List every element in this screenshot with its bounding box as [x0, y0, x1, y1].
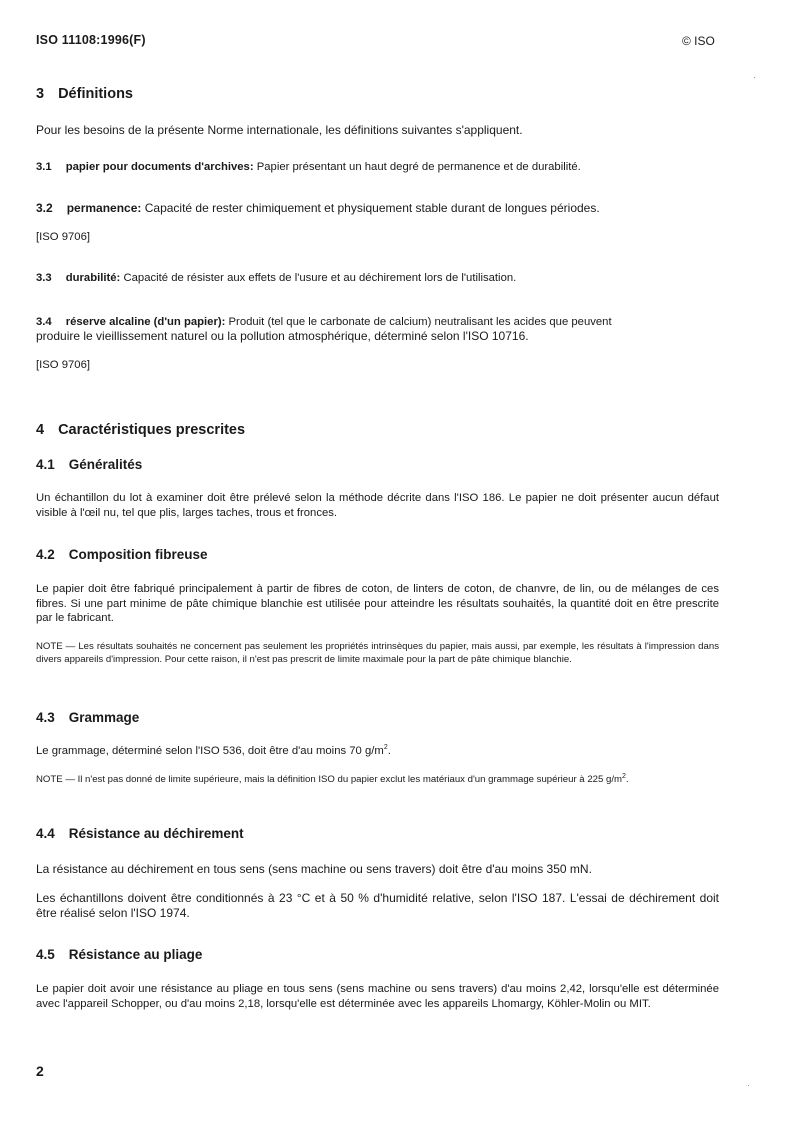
- subsection-title: Composition fibreuse: [68, 547, 208, 562]
- definition-3-2-reference: [ISO 9706]: [36, 231, 91, 243]
- subsection-number: 4.5: [36, 947, 55, 962]
- scan-speck: [754, 77, 755, 78]
- definition-3-1: [36, 160, 719, 175]
- definition-term: papier pour documents d'archives:: [65, 161, 254, 173]
- subsection-title: Résistance au déchirement: [68, 826, 244, 841]
- section-4-heading: [36, 422, 245, 438]
- page-number: 2: [36, 1063, 44, 1079]
- grammage-text: Le grammage, déterminé selon l'ISO 536, doit être d'au moins 70 g/m: [36, 745, 384, 757]
- definition-number: 3.2: [36, 201, 53, 215]
- definition-number: 3.3: [36, 272, 52, 284]
- subsection-number: 4.1: [36, 457, 55, 472]
- sentence-end: .: [387, 745, 391, 757]
- unit-superscript: 2: [621, 772, 626, 780]
- section-number: 4: [36, 422, 45, 438]
- definition-term: réserve alcaline (d'un papier):: [65, 316, 226, 328]
- grammage-note-text: NOTE — Il n'est pas donné de limite supérieure, mais la définition ISO du papier exclut les matériaux d'un grammage supérieur à 225 g/m: [36, 774, 622, 785]
- subsection-4-1-heading: [36, 457, 142, 472]
- subsection-number: 4.4: [36, 826, 55, 841]
- subsection-4-2-note: NOTE — Les résultats souhaités ne concernent pas seulement les propriétés intrinsèques du papier, mais aussi, par exemple, les résultats à l'impression dans divers appareils d'impression. Pour cette raison, il n'est pas prescrit de limite maximale pour la part de pâte chimique blanchie.: [36, 641, 719, 665]
- scan-speck: [748, 1085, 749, 1086]
- section-number: 3: [36, 86, 45, 102]
- subsection-4-5-text: Le papier doit avoir une résistance au pliage en tous sens (sens machine ou sens travers) d'au moins 2,42, lorsqu'elle est déterminée avec l'appareil Schopper, ou d'au moins 2,18, lorsqu'elle est déterminée avec les appareils Lhomargy, Köhler-Molin ou MIT.: [36, 983, 719, 1010]
- header-standard-id: ISO 11108:1996(F): [36, 33, 146, 47]
- section-title: Définitions: [58, 86, 133, 102]
- section-title: Caractéristiques prescrites: [58, 422, 246, 438]
- subsection-title: Généralités: [68, 457, 143, 472]
- definition-text: Capacité de rester chimiquement et physiquement stable durant de longues périodes.: [144, 201, 600, 215]
- definition-term: durabilité:: [65, 272, 121, 284]
- subsection-4-4-text-1: La résistance au déchirement en tous sens (sens machine ou sens travers) doit être d'au moins 350 mN.: [36, 862, 592, 876]
- subsection-4-4-text-2: Les échantillons doivent être conditionnés à 23 °C et à 50 % d'humidité relative, selon l'ISO 187. L'essai de déchirement doit être réalisé selon l'ISO 1974.: [36, 891, 719, 920]
- subsection-4-2-heading: [36, 547, 208, 562]
- definition-3-2: [36, 201, 719, 216]
- subsection-title: Résistance au pliage: [68, 947, 203, 962]
- subsection-title: Grammage: [68, 710, 140, 725]
- definition-number: 3.4: [36, 316, 52, 328]
- section-3-heading: [36, 86, 133, 102]
- subsection-4-3-note: [36, 774, 719, 787]
- subsection-4-3-heading: [36, 710, 139, 725]
- sentence-end: .: [625, 774, 629, 785]
- subsection-number: 4.2: [36, 547, 55, 562]
- subsection-4-2-text: Le papier doit être fabriqué principalement à partir de fibres de coton, de linters de coton, de chanvre, de lin, ou de mélanges de ces fibres. Si une part minime de pâte chimique blanchie est utilisée pour atteindre les résultats souhaités, la quantité doit en être prescrite par le fabricant.: [36, 583, 719, 624]
- definition-text: Papier présentant un haut degré de permanence et de durabilité.: [256, 161, 581, 173]
- definition-3-4-reference: [ISO 9706]: [36, 359, 91, 371]
- definition-text: Produit (tel que le carbonate de calcium) neutralisant les acides que peuvent: [228, 316, 612, 328]
- definition-number: 3.1: [36, 161, 52, 173]
- header-copyright: © ISO: [682, 34, 715, 48]
- unit-superscript: 2: [383, 744, 388, 752]
- definition-text: Capacité de résister aux effets de l'usure et au déchirement lors de l'utilisation.: [123, 272, 517, 284]
- subsection-4-4-heading: [36, 826, 244, 841]
- definition-3-4: [36, 315, 719, 330]
- subsection-4-5-heading: [36, 947, 202, 962]
- subsection-4-3-text: [36, 744, 719, 759]
- section-3-intro: Pour les besoins de la présente Norme internationale, les définitions suivantes s'appliquent.: [36, 123, 523, 137]
- subsection-number: 4.3: [36, 710, 55, 725]
- definition-3-3: [36, 271, 719, 286]
- subsection-4-1-text: Un échantillon du lot à examiner doit être prélevé selon la méthode décrite dans l'ISO 186. Le papier ne doit présenter aucun défaut visible à l'œil nu, tel que plis, larges taches, trous et fronces.: [36, 492, 719, 519]
- definition-3-4-continued: produire le vieillissement naturel ou la pollution atmosphérique, déterminé selon l'ISO 10716.: [36, 329, 529, 343]
- definition-term: permanence:: [66, 201, 142, 215]
